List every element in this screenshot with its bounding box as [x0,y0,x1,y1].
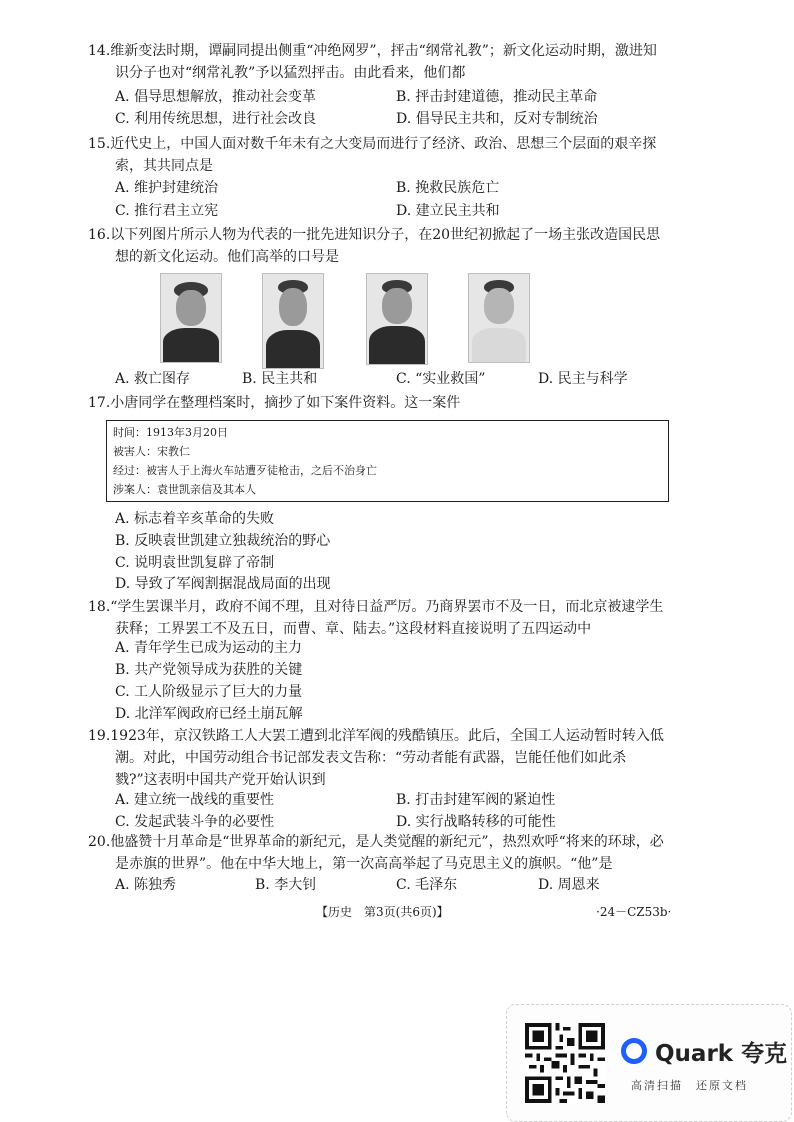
portrait-photo-4 [468,273,530,363]
q18-option-d: D. 北洋军阀政府已经土崩瓦解 [115,706,303,722]
q19-option-b: B. 打击封建军阀的紧迫性 [396,792,556,808]
question-16-stem: 16.以下列图片所示人物为代表的一批先进知识分子，在20世纪初掀起了一场主张改造国民思想的新文化运动。他们高举的口号是 [88,227,661,265]
q19-option-c: C. 发起武装斗争的必要性 [115,814,275,830]
q20-option-d: D. 周恩来 [538,877,600,893]
q20-option-a: A. 陈独秀 [115,877,177,893]
quark-scan-card[interactable] [506,1004,792,1122]
q17-option-c: C. 说明袁世凯复辟了帝制 [115,555,275,571]
quark-slogan: 高清扫描 还原文档 [631,1079,748,1092]
portrait-photo-3 [366,273,428,365]
question-15-stem: 15.近代史上，中国人面对数千年未有之大变局而进行了经济、政治、思想三个层面的艰辛探索，其共同点是 [88,136,657,174]
q17-option-b: B. 反映袁世凯建立独裁统治的野心 [115,533,331,549]
case-victim: 被害人：宋教仁 [113,445,190,458]
portrait-photo-2 [262,273,324,369]
q15-option-b: B. 挽救民族危亡 [396,180,500,196]
case-process: 经过：被害人于上海火车站遭歹徒枪击，之后不治身亡 [113,464,377,477]
question-15 [88,133,668,177]
case-time: 时间：1913年3月20日 [113,426,228,439]
quark-brand: Quark 夸克 [655,1041,788,1067]
question-17-stem: 17.小唐同学在整理档案时，摘抄了如下案件资料。这一案件 [88,395,461,411]
case-involved: 涉案人：袁世凯亲信及其本人 [113,483,256,496]
question-18-stem: 18.“学生罢课半月，政府不闻不理，且对待日益严厉。乃商界罢市不及一日，而北京被逮学生获释；工界罢工不及五日，而曹、章、陆去。”这段材料直接说明了五四运动中 [88,599,664,637]
question-18 [88,596,668,640]
q14-option-c: C. 利用传统思想，进行社会改良 [115,111,317,127]
question-19-stem: 19.1923年，京汉铁路工人大罢工遭到北洋军阀的残酷镇压。此后，全国工人运动暂时转入低潮。对此，中国劳动组合书记部发表文告称：“劳动者能有武器，岂能任他们如此杀戮?”这表明中国共产党开始认识到 [88,728,664,788]
q14-option-a: A. 倡导思想解放，推动社会变革 [115,89,317,105]
q19-option-d: D. 实行战略转移的可能性 [396,814,556,830]
q17-option-a: A. 标志着辛亥革命的失败 [115,511,275,527]
portrait-photo-1 [160,273,222,363]
q16-option-b: B. 民主共和 [242,371,318,387]
question-17 [88,392,668,414]
qr-code-icon[interactable] [525,1023,605,1103]
q18-option-b: B. 共产党领导成为获胜的关键 [115,662,303,678]
q16-option-d: D. 民主与科学 [538,371,628,387]
q18-option-a: A. 青年学生已成为运动的主力 [115,640,303,656]
q16-option-c: C. “实业救国” [396,371,486,387]
paper-code: ·24－CZ53b· [596,905,672,919]
page-footer: 【历史 第3页(共6页)】 [316,905,449,919]
q16-option-a: A. 救亡图存 [115,371,191,387]
question-19 [88,725,668,791]
q18-option-c: C. 工人阶级显示了巨大的力量 [115,684,303,700]
q19-option-a: A. 建立统一战线的重要性 [115,792,275,808]
q15-option-d: D. 建立民主共和 [396,203,500,219]
question-14-stem: 14.维新变法时期，谭嗣同提出侧重“冲绝网罗”，抨击“纲常礼教”；新文化运动时期，激进知识分子也对“纲常礼教”予以猛烈抨击。由此看来，他们都 [88,43,657,81]
q20-option-b: B. 李大钊 [255,877,317,893]
quark-logo-icon [621,1038,647,1064]
question-20 [88,831,668,875]
question-16 [88,224,668,268]
q14-option-b: B. 抨击封建道德，推动民主革命 [396,89,598,105]
q14-option-d: D. 倡导民主共和，反对专制统治 [396,111,598,127]
question-20-stem: 20.他盛赞十月革命是“世界革命的新纪元，是人类觉醒的新纪元”，热烈欢呼“将来的环球，必是赤旗的世界”。他在中华大地上，第一次高高举起了马克思主义的旗帜。“他”是 [88,834,664,872]
q20-option-c: C. 毛泽东 [396,877,458,893]
q15-option-a: A. 维护封建统治 [115,180,219,196]
q17-option-d: D. 导致了军阀割据混战局面的出现 [115,576,331,592]
q15-option-c: C. 推行君主立宪 [115,203,219,219]
case-record-box [106,420,669,502]
question-14 [88,40,668,84]
